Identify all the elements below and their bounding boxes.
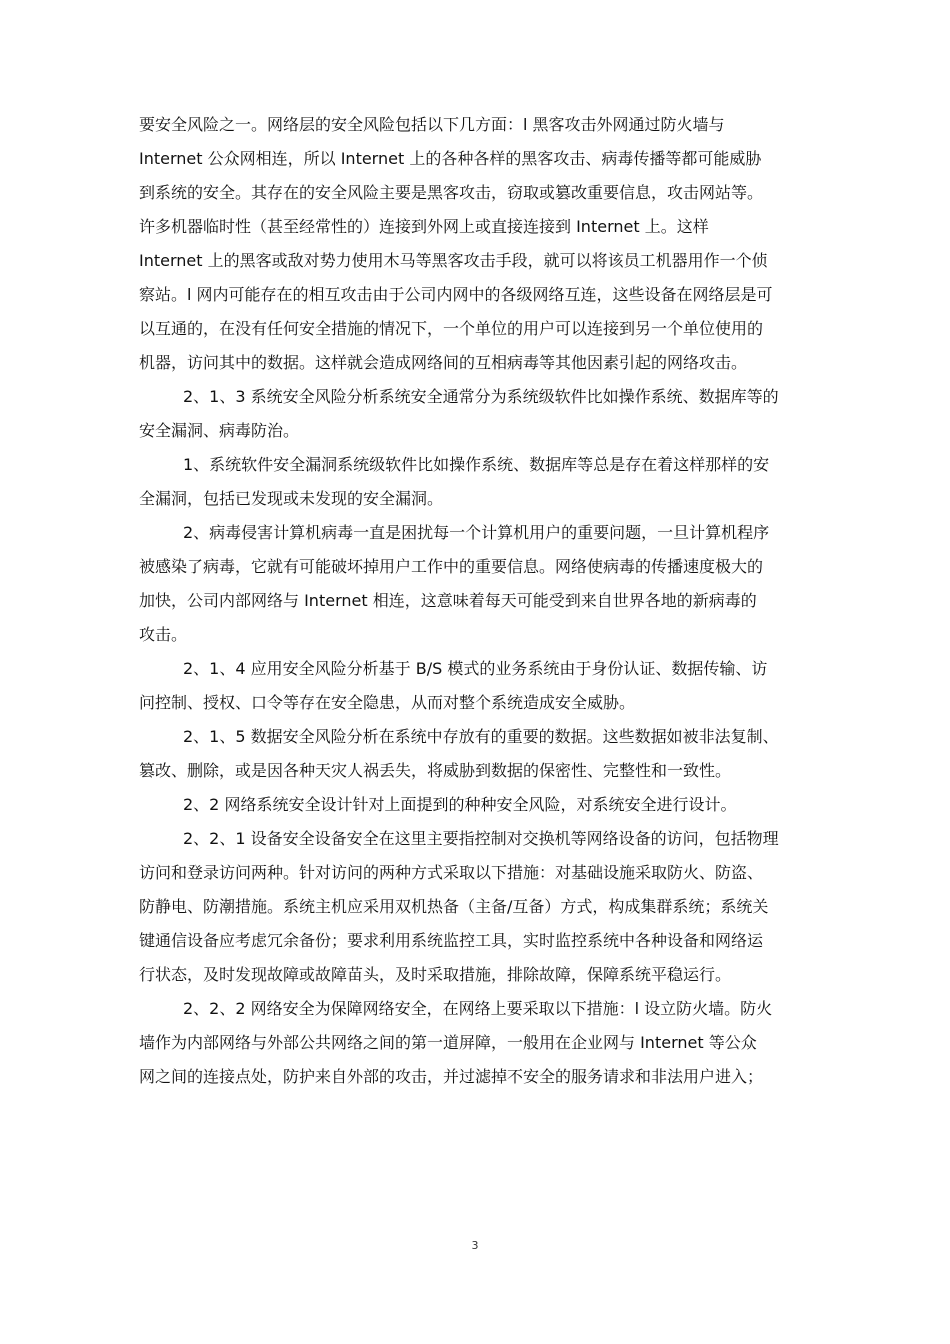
body-text [139,108,815,1094]
paragraph-start-line: 2、2、1 设备安全设备安全在这里主要指控制对交换机等网络设备的访问，包括物理 [183,829,779,848]
text-line: Internet 公众网相连，所以 Internet 上的各种各样的黑客攻击、病毒传播等都可能威胁 [139,149,762,168]
text-line: 以互通的，在没有任何安全措施的情况下，一个单位的用户可以连接到另一个单位使用的 [139,319,764,338]
paragraph-start-line: 2、1、4 应用安全风险分析基于 B/S 模式的业务系统由于身份认证、数据传输、访 [183,659,768,678]
text-line: 篡改、删除，或是因各种天灾人祸丢失，将威胁到数据的保密性、完整性和一致性。 [139,761,732,780]
text-line: 行状态，及时发现故障或故障苗头，及时采取措施，排除故障，保障系统平稳运行。 [139,965,732,984]
text-line: 访问和登录访问两种。针对访问的两种方式采取以下措施：对基础设施采取防火、防盗、 [139,863,764,882]
text-line: 攻击。 [139,625,188,644]
text-line: 键通信设备应考虑冗余备份；要求利用系统监控工具，实时监控系统中各种设备和网络运 [139,931,764,950]
paragraph-start-line: 2、1、5 数据安全风险分析在系统中存放有的重要的数据。这些数据如被非法复制、 [183,727,779,746]
text-line: 安全漏洞、病毒防治。 [139,421,300,440]
page-number: 3 [471,1239,479,1252]
text-line: 被感染了病毒，它就有可能破坏掉用户工作中的重要信息。网络使病毒的传播速度极大的 [139,557,764,576]
text-line: 许多机器临时性（甚至经常性的）连接到外网上或直接连接到 Internet 上。这样 [139,217,709,236]
text-line: 问控制、授权、口令等存在安全隐患，从而对整个系统造成安全威胁。 [139,693,636,712]
text-line: 防静电、防潮措施。系统主机应采用双机热备（主备/互备）方式，构成集群系统；系统关 [139,897,769,916]
text-line: 到系统的安全。其存在的安全风险主要是黑客攻击，窃取或篡改重要信息，攻击网站等。 [139,183,764,202]
text-line: 全漏洞，包括已发现或未发现的安全漏洞。 [139,489,444,508]
paragraph-start-line: 2、2、2 网络安全为保障网络安全，在网络上要采取以下措施：l 设立防火墙。防火 [183,999,773,1018]
text-line: 察站。l 网内可能存在的相互攻击由于公司内网中的各级网络互连，这些设备在网络层是可 [139,285,773,304]
text-line: 要安全风险之一。网络层的安全风险包括以下几方面：l 黑客攻击外网通过防火墙与 [139,115,725,134]
text-line: Internet 上的黑客或敌对势力使用木马等黑客攻击手段，就可以将该员工机器用作一个侦 [139,251,768,270]
paragraph-start-line: 2、2 网络系统安全设计针对上面提到的种种安全风险，对系统安全进行设计。 [183,795,737,814]
text-line: 机器，访问其中的数据。这样就会造成网络间的互相病毒等其他因素引起的网络攻击。 [139,353,748,372]
paragraph-start-line: 2、1、3 系统安全风险分析系统安全通常分为系统级软件比如操作系统、数据库等的 [183,387,779,406]
paragraph-start-line: 2、病毒侵害计算机病毒一直是困扰每一个计算机用户的重要问题，一旦计算机程序 [183,523,770,542]
text-line: 墙作为内部网络与外部公共网络之间的第一道屏障，一般用在企业网与 Internet 等公众 [139,1033,757,1052]
paragraph-start-line: 1、系统软件安全漏洞系统级软件比如操作系统、数据库等总是存在着这样那样的安 [183,455,770,474]
text-line: 加快，公司内部网络与 Internet 相连，这意味着每天可能受到来自世界各地的新病毒的 [139,591,757,610]
text-line: 网之间的连接点处，防护来自外部的攻击，并过滤掉不安全的服务请求和非法用户进入； [139,1067,764,1086]
